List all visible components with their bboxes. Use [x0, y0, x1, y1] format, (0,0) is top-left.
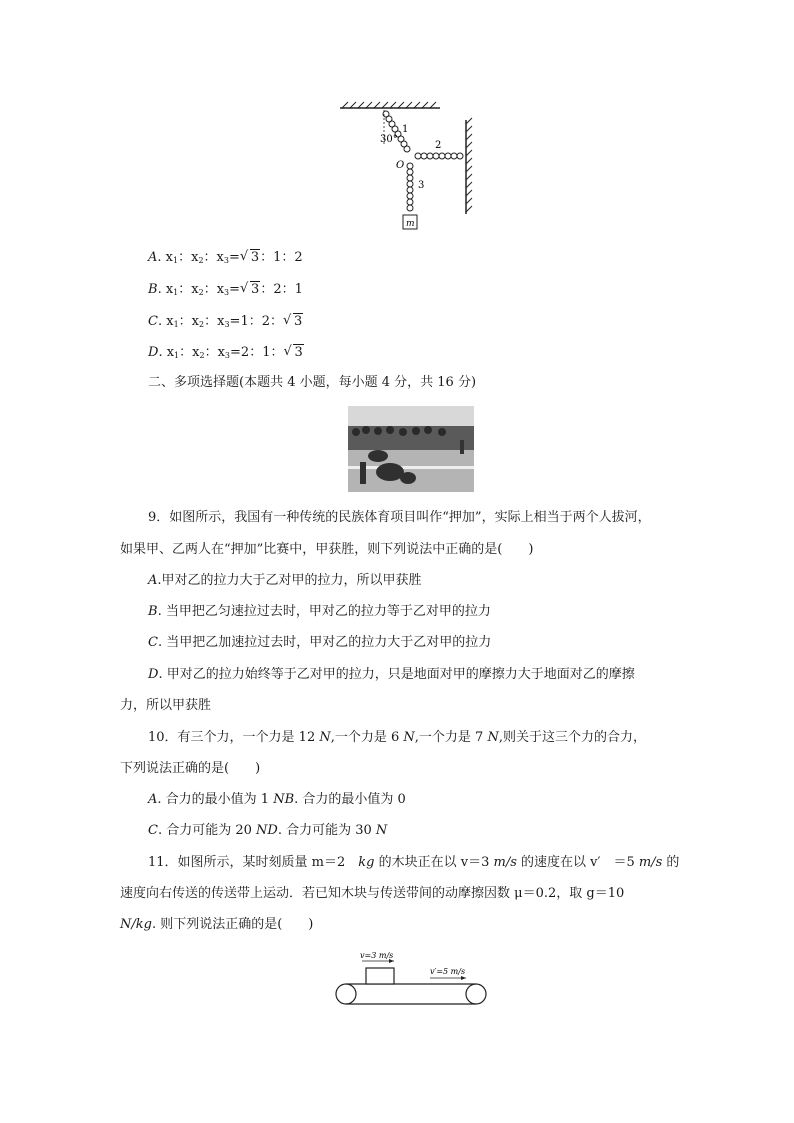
q8-option-c: C. $x_1$：$x_2$：$x_3=1$：2：√ 3: [148, 313, 303, 334]
sqrt: √ 3: [283, 344, 303, 362]
q9-option-d: D. 甲对乙的拉力始终等于乙对甲的拉力，只是地面对甲的摩擦力大于地面对乙的摩擦: [148, 667, 635, 682]
q8-option-b: B. $x_1$：$x_2$：$x_3=√$ 3：2：1: [148, 281, 303, 302]
point-o-label: O: [396, 160, 405, 171]
v-label: v=3 m/s: [360, 951, 394, 960]
spring-2-label: 2: [435, 140, 442, 151]
q9-stem-line1: 9．如图所示，我国有一种传统的民族体育项目叫作“押加”，实际上相当于两个人拔河，: [148, 510, 651, 525]
section-heading: 二、多项选择题(本题共 4 小题，每小题 4 分，共 16 分): [148, 375, 477, 390]
q10-options-cd: C. 合力可能为 20 ND. 合力可能为 30 N: [148, 823, 388, 838]
q10-stem-line2: 下列说法正确的是( ): [120, 761, 261, 776]
q9-option-c: C. 当甲把乙加速拉过去时，甲对乙的拉力大于乙对甲的拉力: [148, 635, 492, 650]
q8-option-a: A. $x_1$：$x_2$：$x_3=√$ 3：1：2: [148, 249, 303, 270]
spring-1-label: 1: [402, 124, 409, 135]
sqrt: √ 3: [240, 249, 260, 267]
q11-stem-line2: 速度向右传送的传送带上运动．若已知木块与传送带间的动摩擦因数 μ＝0.2，取 g＝10: [120, 886, 625, 901]
spring-3-label: 3: [418, 180, 425, 191]
mass-label: m: [406, 219, 415, 229]
q10-options-ab: A. 合力的最小值为 1 NB. 合力的最小值为 0: [148, 792, 406, 807]
yajia-photo: [348, 406, 474, 492]
v-prime-label: v′=5 m/s: [430, 967, 466, 976]
angle-label: 30°: [380, 134, 398, 145]
sqrt: √ 3: [240, 281, 260, 299]
q9-option-a: A.甲对乙的拉力大于乙对甲的拉力，所以甲获胜: [148, 573, 422, 588]
q9-option-b: B. 当甲把乙匀速拉过去时，甲对乙的拉力等于乙对甲的拉力: [148, 604, 491, 619]
q9-stem-line2: 如果甲、乙两人在“押加”比赛中，甲获胜，则下列说法中正确的是( ): [120, 542, 534, 557]
conveyor-figure: [330, 946, 492, 1010]
q9-option-d-cont: 力，所以甲获胜: [120, 698, 212, 713]
sqrt: √ 3: [283, 313, 303, 331]
q11-stem-line1: 11．如图所示，某时刻质量 m＝2 kg 的木块正在以 v＝3 m/s 的速度在以 v′ ＝5 m/s 的: [148, 855, 680, 870]
spring-figure: [330, 98, 480, 234]
q10-stem-line1: 10．有三个力，一个力是 12 N,一个力是 6 N,一个力是 7 N,则关于这三个力的合力，: [148, 730, 646, 745]
q8-option-d: D. $x_1$：$x_2$：$x_3=2$：1：√ 3: [148, 344, 304, 365]
q11-stem-line3: N/kg. 则下列说法正确的是( ): [120, 917, 314, 932]
